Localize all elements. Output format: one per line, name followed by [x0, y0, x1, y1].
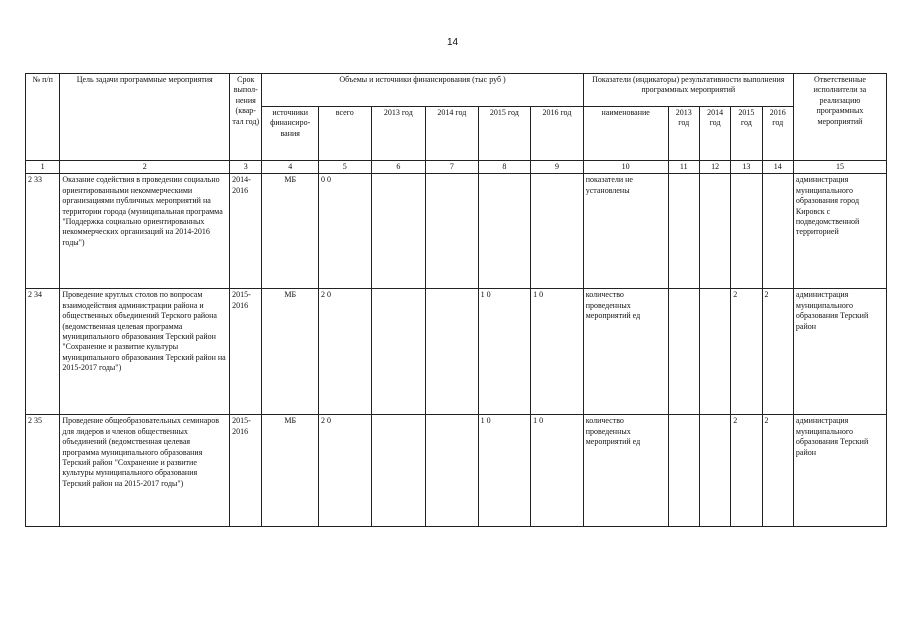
header-indicator-name: наименование [583, 107, 668, 161]
row-ind-2013 [668, 415, 699, 527]
row-2015: 1 0 [478, 415, 531, 527]
column-number: 14 [762, 161, 793, 174]
row-ind-2014 [699, 415, 730, 527]
header-ind-2015: 2015 год [731, 107, 762, 161]
row-source: МБ [262, 174, 319, 289]
row-2013 [371, 174, 426, 289]
row-responsible: администрация муниципального образования город Кировск с подведомственной территорией [793, 174, 886, 289]
program-table [25, 73, 887, 527]
row-2016: 1 0 [531, 415, 584, 527]
table-row [26, 174, 887, 289]
column-number: 7 [426, 161, 479, 174]
row-2015: 1 0 [478, 289, 531, 415]
column-number: 12 [699, 161, 730, 174]
column-number: 5 [319, 161, 372, 174]
row-ind-2013 [668, 289, 699, 415]
header-ind-2014: 2014 год [699, 107, 730, 161]
row-ind-2015: 2 [731, 289, 762, 415]
header-2016: 2016 год [531, 107, 584, 161]
column-number: 6 [371, 161, 426, 174]
row-indicator-name: количество проведенных мероприятий ед [583, 289, 668, 415]
column-number: 8 [478, 161, 531, 174]
row-ind-2016: 2 [762, 289, 793, 415]
row-2013 [371, 289, 426, 415]
row-num: 2 34 [26, 289, 60, 415]
column-number: 15 [793, 161, 886, 174]
row-2014 [426, 415, 479, 527]
row-source: МБ [262, 289, 319, 415]
column-number: 1 [26, 161, 60, 174]
column-number: 13 [731, 161, 762, 174]
row-num: 2 35 [26, 415, 60, 527]
row-indicator-name: количество проведенных мероприятий ед [583, 415, 668, 527]
header-num: № п/п [26, 74, 60, 161]
row-num: 2 33 [26, 174, 60, 289]
row-2016 [531, 174, 584, 289]
row-goal: Оказание содействия в проведении социально ориентированными некоммерческими организациями публичных мероприятий на территории города (муниципальная программа "Поддержка социально ориентированных некоммерческих организаций на 2014-2016 годы") [60, 174, 230, 289]
header-sources: источники финансиро-вания [262, 107, 319, 161]
row-goal: Проведение общеобразовательных семинаров для лидеров и членов общественных объединений (ведомственная целевая программа муниципального образования Терский район "Сохранение и развитие культуры муниципального образования Терский район на 2015-2017 годы") [60, 415, 230, 527]
row-2013 [371, 415, 426, 527]
header-goal: Цель задачи программные мероприятия [60, 74, 230, 161]
row-ind-2016 [762, 174, 793, 289]
header-responsible: Ответственные исполнители за реализацию программных мероприятий [793, 74, 886, 161]
column-number: 11 [668, 161, 699, 174]
row-term: 2014-2016 [230, 174, 262, 289]
row-goal: Проведение круглых столов по вопросам взаимодействия администрации района и общественных объединений Терского района (ведомственная целевая программа муниципального образования Терский район "Сохранение и развитие культуры муниципального образования Терский район на 2015-2017 годы") [60, 289, 230, 415]
row-ind-2014 [699, 174, 730, 289]
header-term: Срок выпол-нения (квар-тал год) [230, 74, 262, 161]
row-ind-2013 [668, 174, 699, 289]
row-indicator-name: показатели не установлены [583, 174, 668, 289]
row-2016: 1 0 [531, 289, 584, 415]
row-2015 [478, 174, 531, 289]
row-source: МБ [262, 415, 319, 527]
row-ind-2014 [699, 289, 730, 415]
header-ind-2013: 2013 год [668, 107, 699, 161]
column-number: 2 [60, 161, 230, 174]
page-number: 14 [446, 37, 459, 48]
column-number: 4 [262, 161, 319, 174]
row-responsible: администрация муниципального образования Терский район [793, 289, 886, 415]
row-ind-2015 [731, 174, 762, 289]
table-row [26, 415, 887, 527]
row-ind-2016: 2 [762, 415, 793, 527]
row-total: 2 0 [319, 415, 372, 527]
row-term: 2015-2016 [230, 289, 262, 415]
row-2014 [426, 174, 479, 289]
table-header [26, 74, 887, 174]
row-responsible: администрация муниципального образования Терский район [793, 415, 886, 527]
header-total: всего [319, 107, 372, 161]
header-2015: 2015 год [478, 107, 531, 161]
row-term: 2015-2016 [230, 415, 262, 527]
row-total: 0 0 [319, 174, 372, 289]
header-indicators: Показатели (индикаторы) результативности выполнения программных мероприятий [583, 74, 793, 107]
column-number: 3 [230, 161, 262, 174]
column-number-row [26, 161, 887, 174]
header-volumes: Объемы и источники финансирования (тыс руб ) [262, 74, 583, 107]
row-2014 [426, 289, 479, 415]
header-ind-2016: 2016 год [762, 107, 793, 161]
row-ind-2015: 2 [731, 415, 762, 527]
header-2013: 2013 год [371, 107, 426, 161]
header-2014: 2014 год [426, 107, 479, 161]
column-number: 9 [531, 161, 584, 174]
table-row [26, 289, 887, 415]
column-number: 10 [583, 161, 668, 174]
row-total: 2 0 [319, 289, 372, 415]
